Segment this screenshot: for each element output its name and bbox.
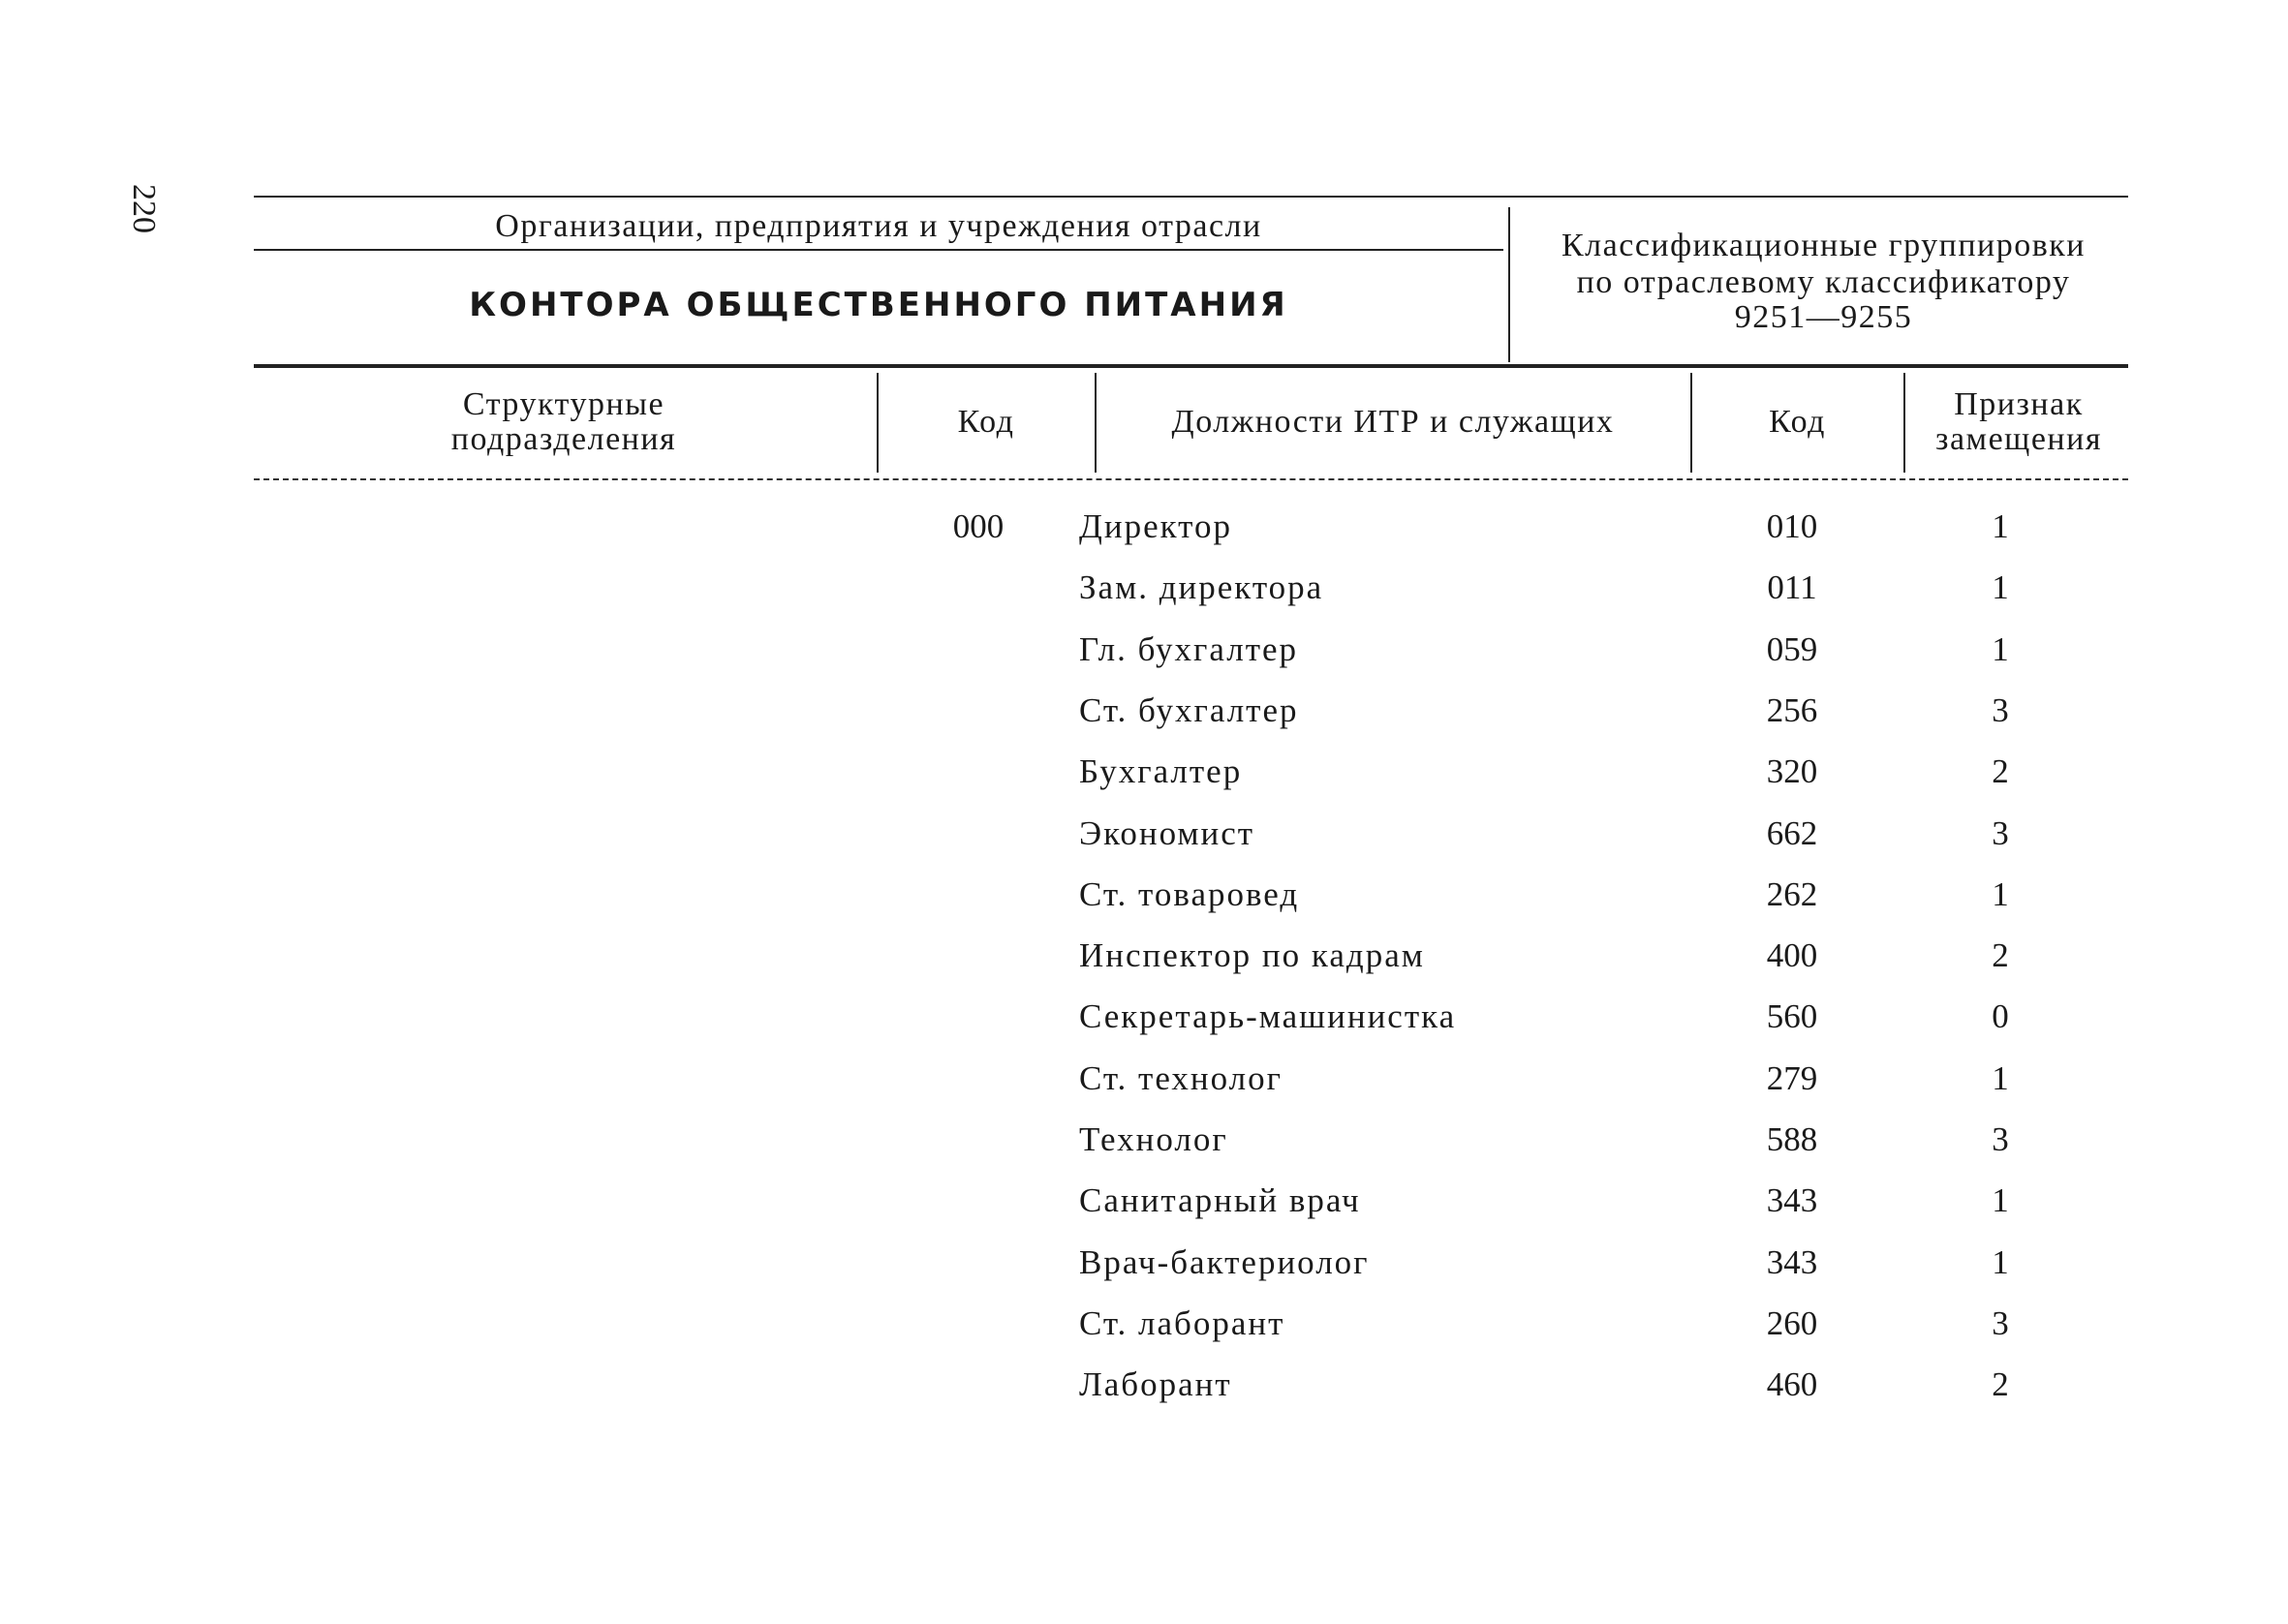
position-code-cell: 256 <box>1766 690 1818 729</box>
position-cell: Гл. бухгалтер <box>1079 629 1299 668</box>
position-code-cell: 011 <box>1767 568 1817 607</box>
substitution-sign-cell: 1 <box>1992 874 2009 913</box>
table-row <box>0 496 2288 557</box>
unit-code-cell: 000 <box>952 507 1005 545</box>
col-header-position-code: Код <box>1769 404 1826 440</box>
table-row <box>0 803 2288 864</box>
col-divider-3 <box>1690 373 1692 473</box>
substitution-sign-cell: 2 <box>1992 936 2009 975</box>
col-header-sign-line2: замещения <box>1935 421 2102 457</box>
substitution-sign-cell: 3 <box>1992 1303 2009 1342</box>
header-divider <box>1508 207 1510 362</box>
org-label-rule <box>254 249 1503 251</box>
position-code-cell: 262 <box>1766 874 1818 913</box>
substitution-sign-cell: 2 <box>1992 752 2009 791</box>
table-row <box>0 1109 2288 1170</box>
table-row <box>0 557 2288 618</box>
table-row <box>0 680 2288 741</box>
class-line-3: 9251—9255 <box>1734 299 1913 335</box>
position-code-cell: 343 <box>1766 1181 1818 1220</box>
class-line-2: по отраслевому классификатору <box>1576 264 2071 300</box>
position-cell: Экономист <box>1079 813 1255 852</box>
table-header-rule <box>254 478 2128 480</box>
substitution-sign-cell: 1 <box>1992 1181 2009 1220</box>
position-code-cell: 279 <box>1766 1058 1818 1097</box>
position-cell: Санитарный врач <box>1079 1181 1361 1220</box>
position-cell: Врач-бактериолог <box>1079 1242 1370 1281</box>
substitution-sign-cell: 3 <box>1992 1120 2009 1158</box>
col-divider-1 <box>877 373 879 473</box>
position-cell: Ст. лаборант <box>1079 1303 1285 1342</box>
page-number: 220 <box>126 184 162 233</box>
col-divider-2 <box>1095 373 1097 473</box>
table-row <box>0 925 2288 986</box>
header-bottom-rule <box>254 364 2128 368</box>
substitution-sign-cell: 1 <box>1992 568 2009 607</box>
position-code-cell: 588 <box>1766 1120 1818 1158</box>
col-header-positions: Должности ИТР и служащих <box>1171 404 1615 440</box>
col-header-units-line2: подразделения <box>450 421 677 457</box>
table-row <box>0 864 2288 925</box>
position-cell: Инспектор по кадрам <box>1079 936 1425 975</box>
col-header-units-line1: Структурные <box>462 386 665 422</box>
table-row <box>0 986 2288 1047</box>
position-code-cell: 460 <box>1766 1365 1818 1404</box>
position-code-cell: 010 <box>1766 507 1818 545</box>
position-cell: Секретарь-машинистка <box>1079 997 1457 1036</box>
position-cell: Ст. товаровед <box>1079 874 1300 913</box>
table-row <box>0 741 2288 802</box>
substitution-sign-cell: 3 <box>1992 813 2009 852</box>
position-cell: Ст. технолог <box>1079 1058 1283 1097</box>
class-line-1: Классификационные группировки <box>1561 228 2086 263</box>
table-row <box>0 1293 2288 1354</box>
table-row <box>0 1354 2288 1415</box>
header-top-rule <box>254 196 2128 198</box>
position-cell: Технолог <box>1079 1120 1228 1158</box>
table-row <box>0 1048 2288 1109</box>
position-code-cell: 560 <box>1766 997 1818 1036</box>
position-code-cell: 260 <box>1766 1303 1818 1342</box>
substitution-sign-cell: 1 <box>1992 507 2009 545</box>
table-row <box>0 619 2288 680</box>
substitution-sign-cell: 1 <box>1992 1058 2009 1097</box>
org-label: Организации, предприятия и учреждения отрасли <box>495 208 1262 244</box>
col-header-unit-code: Код <box>957 404 1015 440</box>
substitution-sign-cell: 3 <box>1992 690 2009 729</box>
table-row <box>0 1232 2288 1293</box>
substitution-sign-cell: 0 <box>1992 997 2009 1036</box>
position-cell: Бухгалтер <box>1079 752 1243 791</box>
substitution-sign-cell: 2 <box>1992 1365 2009 1404</box>
position-cell: Ст. бухгалтер <box>1079 690 1299 729</box>
position-cell: Лаборант <box>1079 1365 1232 1404</box>
substitution-sign-cell: 1 <box>1992 1242 2009 1281</box>
org-title: КОНТОРА ОБЩЕСТВЕННОГО ПИТАНИЯ <box>469 286 1288 324</box>
position-code-cell: 662 <box>1766 813 1818 852</box>
table-row <box>0 1170 2288 1231</box>
position-code-cell: 400 <box>1766 936 1818 975</box>
position-code-cell: 059 <box>1766 629 1818 668</box>
position-code-cell: 343 <box>1766 1242 1818 1281</box>
position-cell: Зам. директора <box>1079 568 1324 607</box>
position-code-cell: 320 <box>1766 752 1818 791</box>
col-header-sign-line1: Признак <box>1954 386 2084 422</box>
substitution-sign-cell: 1 <box>1992 629 2009 668</box>
col-divider-4 <box>1903 373 1905 473</box>
position-cell: Директор <box>1079 507 1233 545</box>
